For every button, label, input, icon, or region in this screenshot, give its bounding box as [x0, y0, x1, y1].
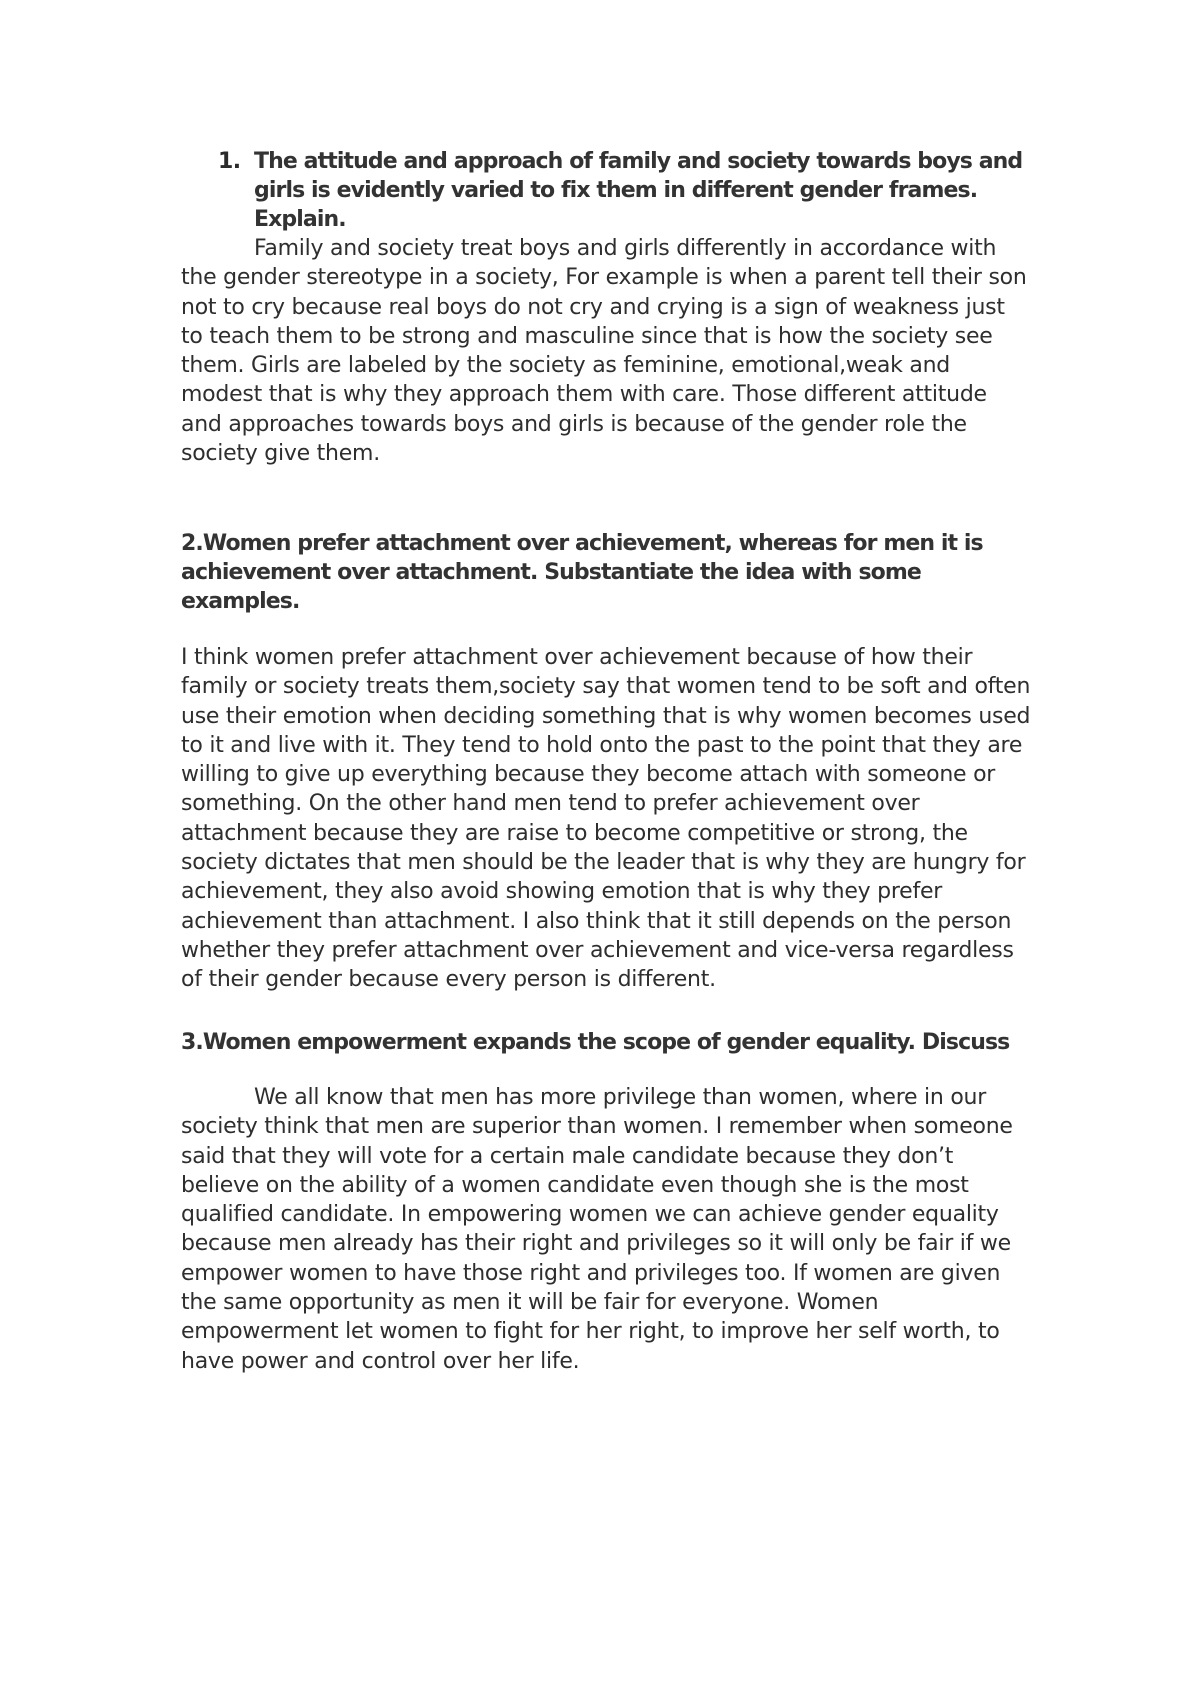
question-1-section [181, 147, 1031, 468]
question-3-section [181, 1028, 1031, 1376]
question-2-heading: 2.Women prefer attachment over achievement, whereas for men it is achievement over attachment. Substantiate the idea with some examples. [181, 531, 983, 614]
question-2-answer: I think women prefer attachment over achievement because of how their family or society treats them,society say that women tend to be soft and often use their emotion when deciding something that is why women becomes used to it and live with it. They tend to hold onto the past to the point that they are willing to give up everything because they become attach with someone or something. On the other hand men tend to prefer achievement over attachment because they are raise to become competitive or strong, the society dictates that men should be the leader that is why they are hungry for achievement, they also avoid showing emotion that is why they prefer achievement than attachment. I also think that it still depends on the person whether they prefer attachment over achievement and vice-versa regardless of their gender because every person is different. [181, 645, 1031, 993]
question-1-number: 1. [218, 149, 241, 174]
question-1-heading: The attitude and approach of family and society towards boys and girls is evidently varied to fix them in different gender frames. Explain. [254, 149, 1023, 232]
question-3-heading: 3.Women empowerment expands the scope of gender equality. Discuss [181, 1030, 1010, 1055]
question-3-answer: We all know that men has more privilege than women, where in our society think that men are superior than women. I remember when someone said that they will vote for a certain male candidate because they don’t believe on the ability of a women candidate even though she is the most qualified candidate. In empowering women we can achieve gender equality because men already has their right and privileges so it will only be fair if we empower women to have those right and privileges too. If women are given the same opportunity as men it will be fair for everyone. Women empowerment let women to fight for her right, to improve her self worth, to have power and control over her life. [181, 1085, 1013, 1374]
question-1-answer: Family and society treat boys and girls differently in accordance with the gender stereotype in a society, For example is when a parent tell their son not to cry because real boys do not cry and crying is a sign of weakness just to teach them to be strong and masculine since that is how the society see them. Girls are labeled by the society as feminine, emotional,weak and modest that is why they approach them with care. Those different attitude and approaches towards boys and girls is because of the gender role the society give them. [181, 236, 1027, 467]
question-2-section [181, 529, 1031, 995]
